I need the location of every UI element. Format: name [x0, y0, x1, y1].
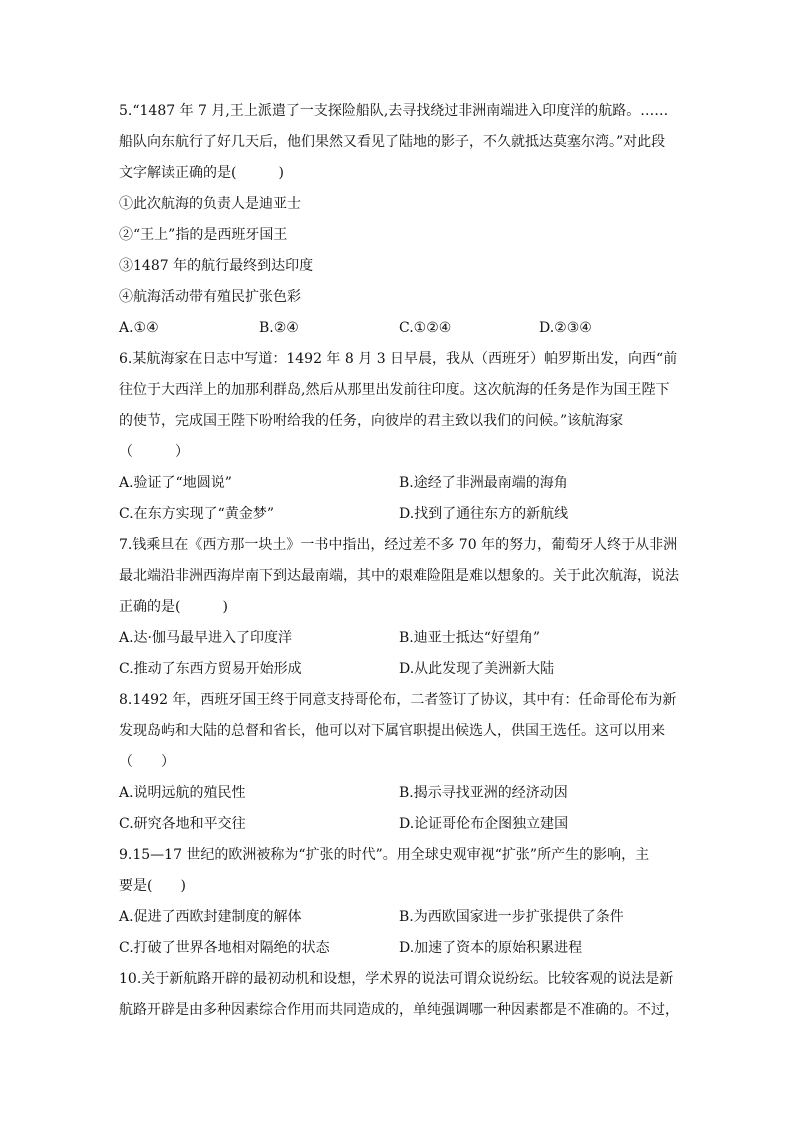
- option-d: D.找到了通往东方的新航线: [399, 506, 569, 522]
- option-c: C.推动了东西方贸易开始形成: [119, 661, 302, 677]
- option-c: C.打破了世界各地相对隔绝的状态: [119, 940, 330, 956]
- question-text-line: （ ）: [119, 444, 189, 460]
- option-d: D.从此发现了美洲新大陆: [399, 661, 555, 677]
- question-6: [119, 344, 679, 530]
- question-text-line: 要是( ): [119, 878, 186, 894]
- question-text-line: 文字解读正确的是( ): [119, 165, 284, 181]
- question-text-line: 8.1492 年，西班牙国王终于同意支持哥伦布，二者签订了协议，其中有：任命哥伦布为新: [119, 692, 677, 708]
- question-text-line: 船队向东航行了好几天后，他们果然又看见了陆地的影子，不久就抵达莫塞尔湾。”对此段: [119, 134, 666, 150]
- statement-item: ①此次航海的负责人是迪亚士: [119, 196, 301, 212]
- question-text-line: 10.关于新航路开辟的最初动机和设想，学术界的说法可谓众说纷纭。比较客观的说法是新: [119, 971, 674, 987]
- question-text-line: 7.钱乘旦在《西方那一块土》一书中指出，经过差不多 70 年的努力，葡萄牙人终于从非洲: [119, 537, 678, 553]
- option-b: B.②④: [259, 320, 299, 336]
- option-b: B.途经了非洲最南端的海角: [399, 475, 568, 491]
- options-grid: [119, 468, 679, 530]
- question-text-line: 航路开辟是由多种因素综合作用而共同造成的，单纯强调哪一种因素都是不准确的。不过，: [119, 1002, 679, 1018]
- option-d: D.加速了资本的原始积累进程: [399, 940, 583, 956]
- question-text-line: 5.“1487 年 7 月,王上派遣了一支探险船队,去寻找绕过非洲南端进入印度洋的航路。……: [119, 103, 669, 119]
- question-text-line: 6.某航海家在日志中写道：1492 年 8 月 3 日早晨，我从（西班牙）帕罗斯出发，向西“前: [119, 351, 678, 367]
- option-c: C.①②④: [399, 320, 452, 336]
- question-text-line: 的使节，完成国王陛下吩咐给我的任务，向彼岸的君主致以我们的问候。”该航海家: [119, 413, 624, 429]
- options-grid: [119, 902, 679, 964]
- statement-item: ②“王上”指的是西班牙国王: [119, 227, 288, 243]
- option-a: A.①④: [119, 320, 159, 336]
- option-c: C.研究各地和平交往: [119, 816, 246, 832]
- question-8: [119, 685, 679, 840]
- question-5: [119, 96, 679, 344]
- question-text-line: 正确的是( ): [119, 599, 228, 615]
- statement-item: ③1487 年的航行最终到达印度: [119, 258, 314, 274]
- question-9: [119, 840, 679, 964]
- option-c: C.在东方实现了“黄金梦”: [119, 506, 274, 522]
- option-a: A.促进了西欧封建制度的解体: [119, 909, 302, 925]
- option-d: D.论证哥伦布企图独立建国: [399, 816, 569, 832]
- option-a: A.达·伽马最早进入了印度洋: [119, 630, 293, 646]
- question-text-line: 往位于大西洋上的加那利群岛,然后从那里出发前往印度。这次航海的任务是作为国王陛下: [119, 382, 670, 398]
- question-7: [119, 530, 679, 685]
- question-text-line: （ ）: [119, 754, 175, 770]
- statement-item: ④航海活动带有殖民扩张色彩: [119, 289, 301, 305]
- question-text-line: 最北端沿非洲西海岸南下到达最南端，其中的艰难险阻是难以想象的。关于此次航海，说法: [119, 568, 679, 584]
- options-row: [119, 313, 679, 344]
- options-grid: [119, 623, 679, 685]
- option-a: A.说明远航的殖民性: [119, 785, 246, 801]
- options-grid: [119, 778, 679, 840]
- option-b: B.迪亚士抵达“好望角”: [399, 630, 541, 646]
- option-a: A.验证了“地圆说”: [119, 475, 232, 491]
- question-text-line: 发现岛屿和大陆的总督和省长，他可以对下属官职提出候选人，供国王选任。这可以用来: [119, 723, 665, 739]
- option-b: B.揭示寻找亚洲的经济动因: [399, 785, 568, 801]
- question-10: [119, 964, 679, 1026]
- option-d: D.②③④: [539, 320, 592, 336]
- question-text-line: 9.15—17 世纪的欧洲被称为“扩张的时代”。用全球史观审视“扩张”所产生的影响，主: [119, 847, 650, 863]
- option-b: B.为西欧国家进一步扩张提供了条件: [399, 909, 624, 925]
- document-page: [119, 96, 679, 1026]
